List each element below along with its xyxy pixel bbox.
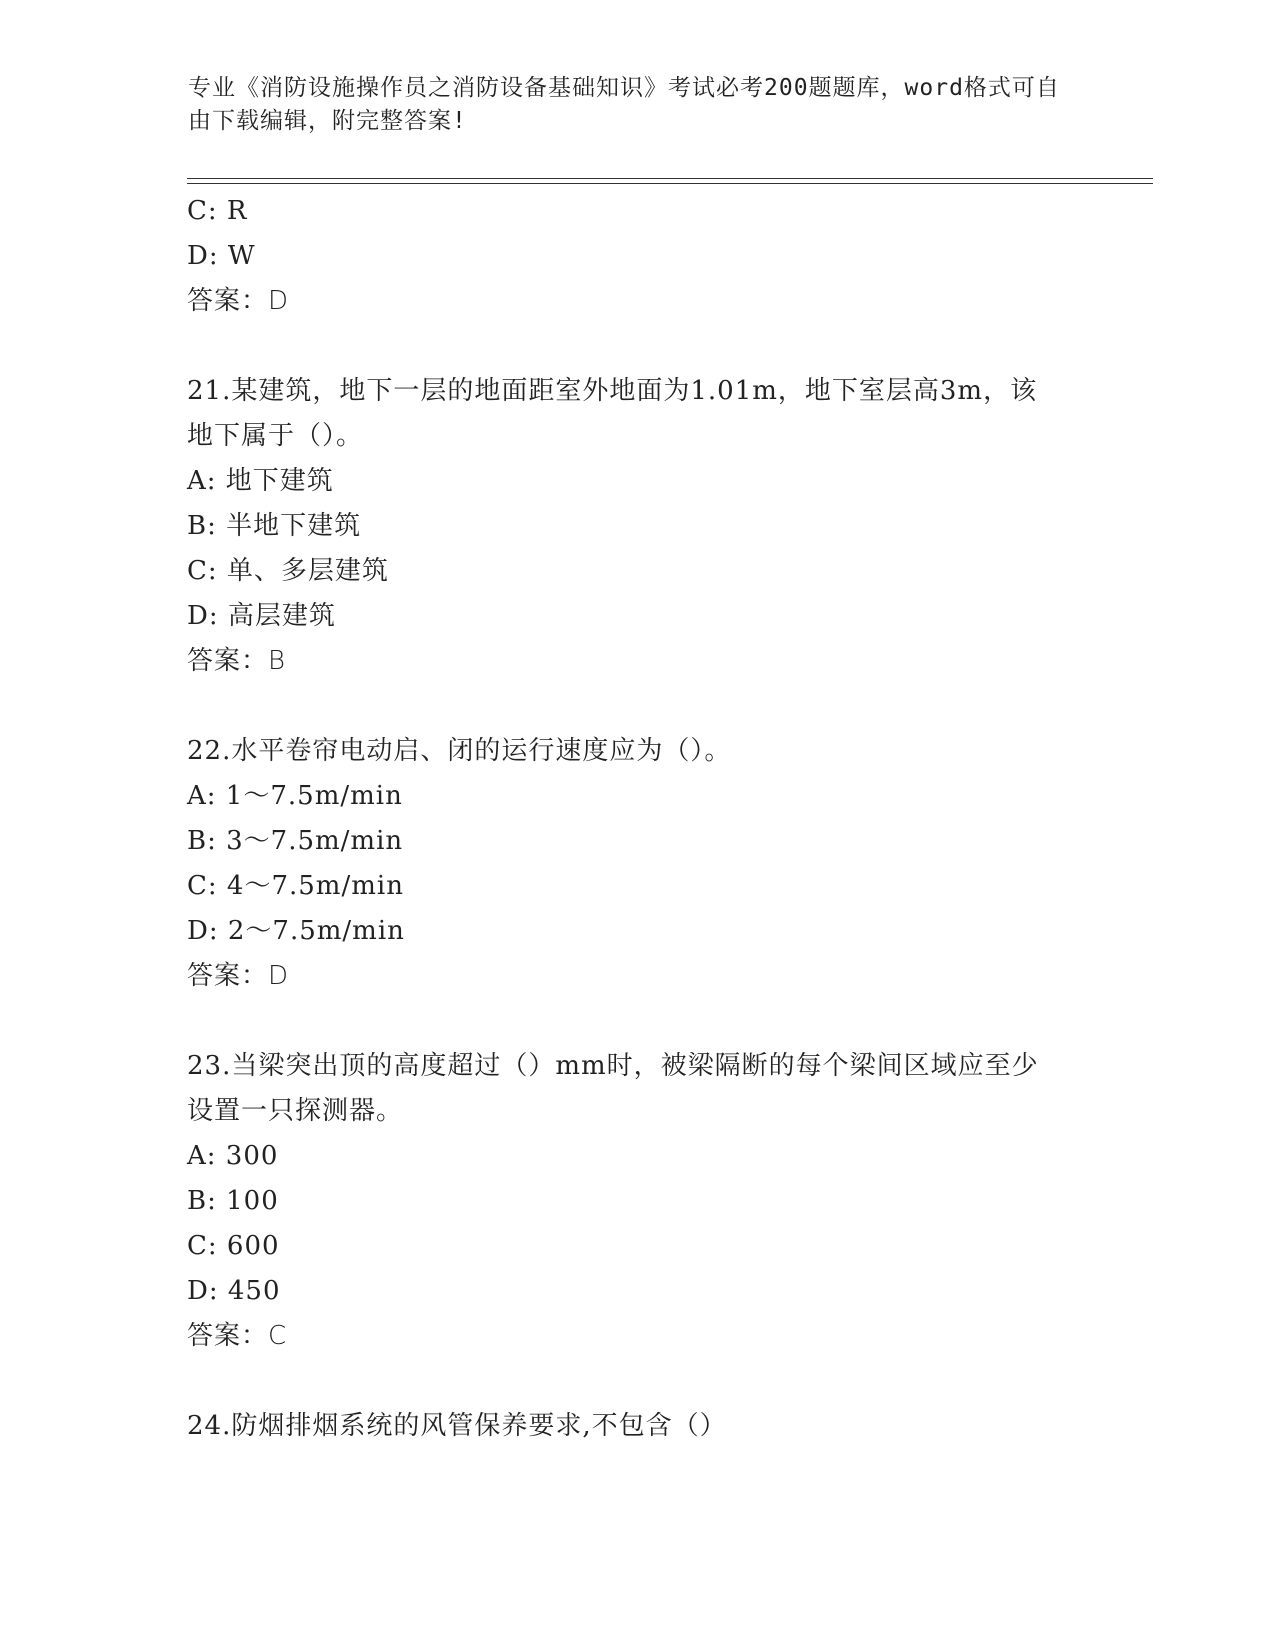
header-divider-top [187,178,1153,179]
header-text: 专业《消防设施操作员之消防设备基础知识》考试必考200题题库，word格式可自由下载编辑，附完整答案! [188,75,1060,134]
q21-option-a: A: 地下建筑 [187,466,334,496]
q23-answer: 答案：C [187,1321,288,1351]
q23-option-d: D: 450 [187,1276,281,1306]
q24-stem-line1: 24.防烟排烟系统的风管保养要求,不包含（） [187,1411,727,1441]
q21-option-c: C: 单、多层建筑 [187,556,389,586]
q22-option-a: A: 1～7.5m/min [187,781,403,811]
q21-stem-line1: 21.某建筑，地下一层的地面距室外地面为1.01m，地下室层高3m，该 [187,376,1038,406]
header-divider-bottom [187,183,1153,184]
q23-stem-line1: 23.当梁突出顶的高度超过（）mm时，被梁隔断的每个梁间区域应至少 [187,1051,1039,1081]
q21-answer: 答案：B [187,646,287,676]
q23-option-c: C: 600 [187,1231,280,1261]
document-header [188,72,1068,138]
q22-answer: 答案：D [187,961,290,991]
q21-option-b: B: 半地下建筑 [187,511,362,541]
q22-option-b: B: 3～7.5m/min [187,826,404,856]
q21-stem-line2: 地下属于（）。 [187,421,364,451]
prev-option-c: C: R [187,196,248,226]
prev-answer: 答案：D [187,286,290,316]
prev-option-d: D: W [187,241,256,271]
q22-option-d: D: 2～7.5m/min [187,916,405,946]
q22-option-c: C: 4～7.5m/min [187,871,404,901]
q23-stem-line2: 设置一只探测器。 [187,1096,404,1126]
q22-stem-line1: 22.水平卷帘电动启、闭的运行速度应为（）。 [187,736,732,766]
q21-option-d: D: 高层建筑 [187,601,336,631]
q23-option-b: B: 100 [187,1186,279,1216]
q23-option-a: A: 300 [187,1141,279,1171]
